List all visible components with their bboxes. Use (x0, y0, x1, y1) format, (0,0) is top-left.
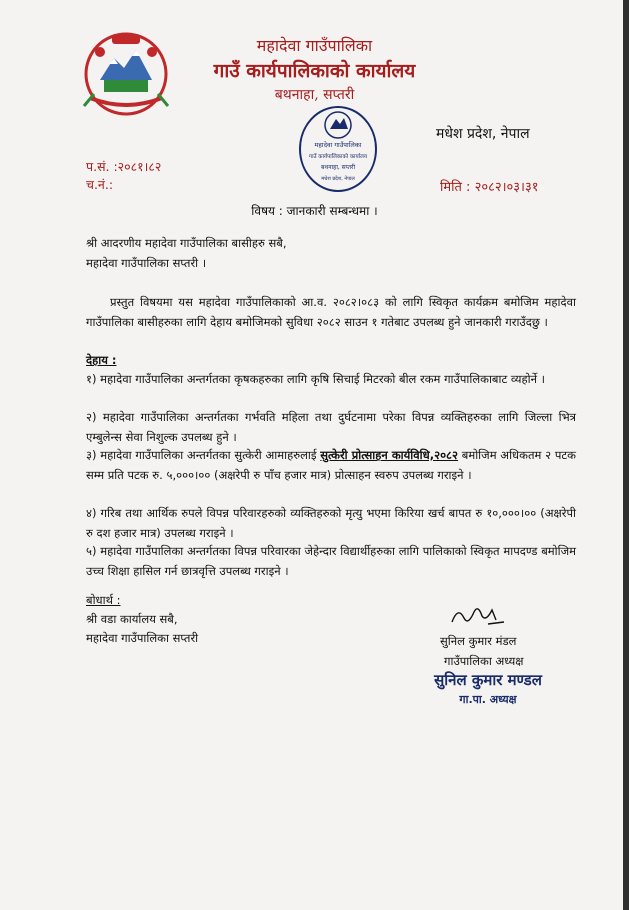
stamp-title: गा.पा. अध्यक्ष (459, 693, 517, 706)
intro-paragraph: प्रस्तुत विषयमा यस महादेवा गाउँपालिकाको आ.व. २०८२।०८३ को लागि स्विकृत कार्यक्रम बमोजिम महादेवा गाउँपालिका बासीहरुका लागि देहाय बमोजिमको सुविधा २०८२ साउन १ गतेबाट उपलब्ध हुने जानकारी गराउँदछु । (86, 295, 576, 329)
list-item-3-part2: बमोजिम अधिकतम २ पटक सम्म प्रति पटक रु. ५,०००।०० (अक्षरेपी रु पाँच हजार मात्र) प्रोत्साहन स्वरुप उपलब्ध गराइने । (86, 448, 576, 482)
stamp-line4: मधेश प्रदेश, नेपाल (321, 176, 355, 182)
list-item-3-part1: ३) महादेवा गाउँपालिका अन्तर्गतका सुत्केरी आमाहरुलाई (86, 448, 321, 462)
office-round-stamp (294, 103, 382, 199)
cc-line2: महादेवा गाउँपालिका सप्तरी (86, 631, 199, 645)
guideline-reference: सुत्केरी प्रोत्साहन कार्यविधि,२०८२ (320, 448, 459, 462)
stamp-line3: बथनाहा, सप्तरी (320, 164, 356, 171)
cc-heading: बोधार्थ : (86, 593, 121, 607)
stamp-line1: महादेवा गाउँपालिका (314, 141, 362, 149)
list-item-4: ४) गरिब तथा आर्थिक रुपले विपन्न परिवारहरुको व्यक्तिहरुको मृत्यु भएमा किरिया खर्च बापत रु १०,०००।०० (अक्षरेपी रु दश हजार मात्र) उपलब्ध गराइने । (86, 506, 576, 540)
addressee-line2: महादेवा गाउँपालिका सप्तरी । (86, 256, 207, 270)
signatory-name: सुनिल कुमार मंडल (440, 634, 517, 648)
dehay-heading: देहाय : (86, 353, 117, 367)
dispatch-number: च.नं.: (86, 177, 114, 192)
handwritten-signature (448, 600, 508, 630)
addressee-line1: श्री आदरणीय महादेवा गाउँपालिका बासीहरु सबै, (86, 236, 287, 250)
stamp-line2: गाउँ कार्यपालिकाको कार्यालय (308, 154, 368, 160)
reference-number: प.सं. :२०८१।८२ (86, 159, 162, 174)
letter-subject: विषय : जानकारी सम्बन्धमा । (251, 204, 378, 218)
list-item-1: १) महादेवा गाउँपालिका अन्तर्गतका कृषकहरुका लागि कृषि सिचाई मिटरको बील रकम गाउँपालिकाबाट व्यहोर्ने । (86, 372, 546, 386)
letter-date: मिति : २०८२।०३।३१ (440, 180, 539, 195)
province-label: मधेश प्रदेश, नेपाल (436, 126, 530, 142)
office-name: गाउँ कार्यपालिकाको कार्यालय (213, 60, 416, 82)
signatory-name-stamp (418, 670, 558, 714)
signatory-title: गाउँपालिका अध्यक्ष (444, 654, 524, 668)
list-item-3 (86, 445, 576, 485)
list-item-5: ५) महादेवा गाउँपालिका अन्तर्गतका विपन्न परिवारका जेहेन्दार विद्यार्थीहरुका लागि पालिकाको स्विकृत मापदण्ड बमोजिम उच्च शिक्षा हासिल गर्न छात्रवृत्ति उपलब्ध गराइने । (86, 544, 576, 578)
office-location: बथनाहा, सप्तरी (274, 87, 355, 103)
municipality-name: महादेवा गाउँपालिका (256, 36, 373, 55)
stamp-name: सुनिल कुमार मण्डल (434, 671, 542, 689)
cc-line1: श्री वडा कार्यालय सबै, (86, 612, 178, 626)
list-item-2: २) महादेवा गाउँपालिका अन्तर्गतका गर्भवति महिला तथा दुर्घटनामा परेका विपन्न व्यक्तिहरुका लागि जिल्ला भित्र एम्बुलेन्स सेवा निशुल्क उपलब्ध हुने । (86, 410, 576, 444)
